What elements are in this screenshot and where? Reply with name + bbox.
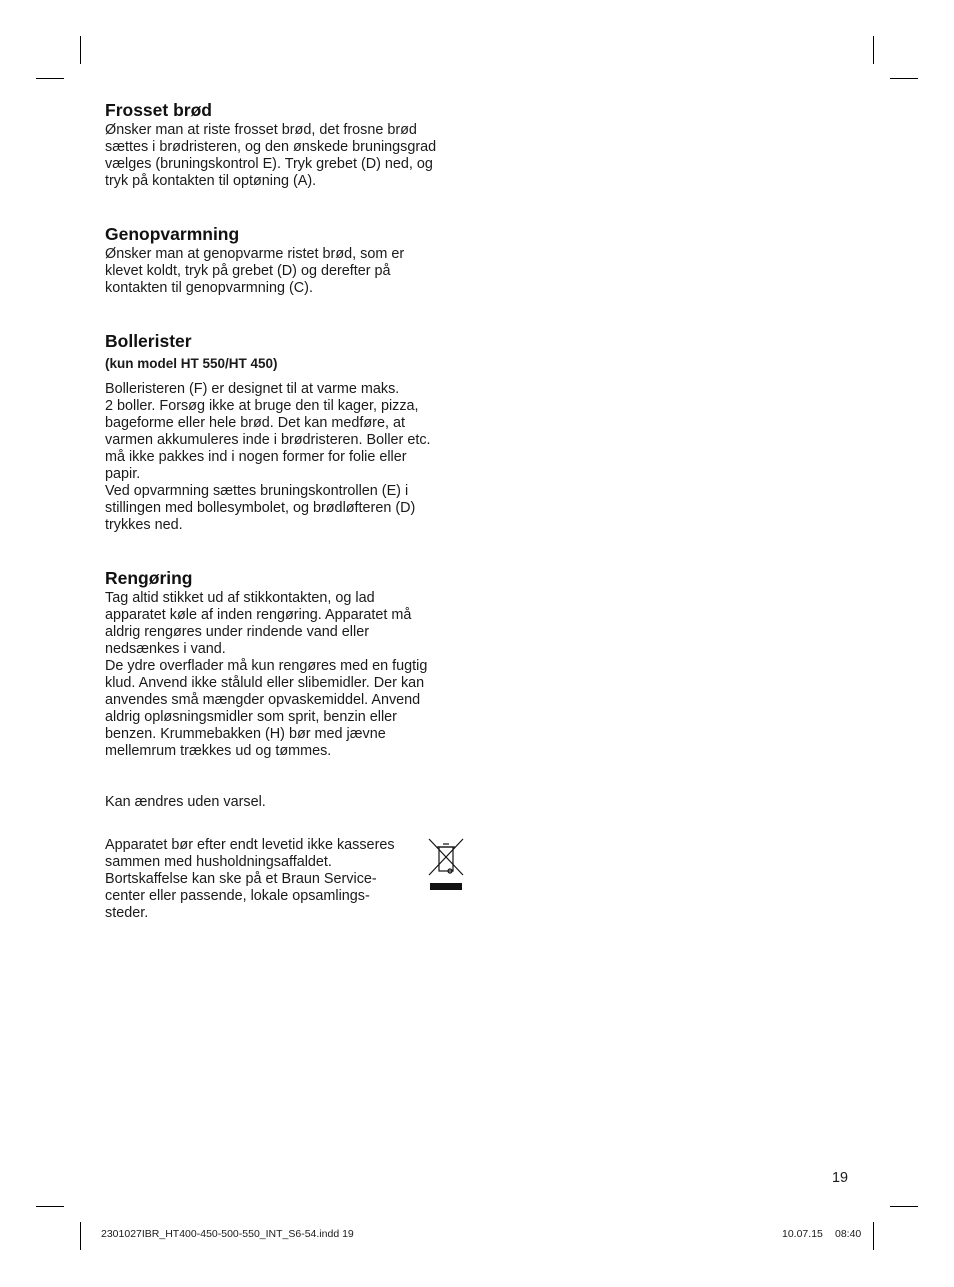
crop-mark [873, 1222, 874, 1250]
section-heading: Bollerister [105, 331, 192, 351]
section-subheading: (kun model HT 550/HT 450) [105, 356, 278, 371]
section-heading: Genopvarmning [105, 224, 240, 244]
section-body: Tag altid stikket ud af stikkontakten, og lad apparatet køle af inden rengøring. Apparatet må aldrig rengøres under rindende vand eller nedsænkes i vand. De ydre overflader må kun rengøres med en fugtig klud. Anvend ikke ståluld eller slibemidler. Der kan anvendes små mængder opvaskemiddel. Anvend aldrig opløsningsmidler som sprit, benzin eller benzen. Krummebakken (H) bør med jævne mellemrum trækkes ud og tømmes. [105, 590, 428, 759]
crop-mark [873, 36, 874, 64]
section-rengoring [105, 566, 467, 760]
section-bollerister [105, 329, 467, 534]
crop-mark [80, 36, 81, 64]
crossed-out-wheelie-bin-icon [428, 838, 464, 894]
crop-mark [36, 78, 64, 79]
section-body: Bolleristeren (F) er designet til at varme maks. 2 boller. Forsøg ikke at bruge den til kager, pizza, bageforme eller hele brød. Det kan medføre, at varmen akkumuleres inde i brødristeren. Boller etc. må ikke pakkes ind i nogen former for folie eller papir. Ved opvarmning sættes bruningskontrollen (E) i stillingen med bollesymbolet, og brødløfteren (D) trykkes ned. [105, 381, 431, 533]
footer-file: 2301027IBR_HT400-450-500-550_INT_S6-54.indd 19 [101, 1228, 354, 1240]
page-number: 19 [832, 1170, 849, 1186]
footer-time: 08:40 [835, 1228, 862, 1240]
section-body: Ønsker man at riste frosset brød, det frosne brød sættes i brødristeren, og den ønskede bruningsgrad vælges (bruningskontrol E). Tryk grebet (D) ned, og tryk på kontakten til optøning (A). [105, 122, 437, 189]
disposal-text: Apparatet bør efter endt levetid ikke kasseres sammen med husholdningsaffaldet. Bortskaffelse kan ske på et Braun Service- center eller passende, lokale opsamlings- steder. [105, 837, 395, 921]
section-body: Ønsker man at genopvarme ristet brød, som er klevet koldt, tryk på grebet (D) og derefter på kontakten til genopvarmning (C). [105, 246, 405, 296]
change-notice: Kan ændres uden varsel. [105, 794, 266, 810]
crop-mark [36, 1206, 64, 1207]
section-heading: Frosset brød [105, 100, 212, 120]
footer-date: 10.07.15 [782, 1228, 823, 1240]
section-frosset-brod [105, 98, 467, 190]
crop-mark [80, 1222, 81, 1250]
crop-mark [890, 78, 918, 79]
crop-mark [890, 1206, 918, 1207]
section-heading: Rengøring [105, 568, 193, 588]
content-column [105, 98, 467, 792]
section-genopvarmning [105, 222, 467, 297]
